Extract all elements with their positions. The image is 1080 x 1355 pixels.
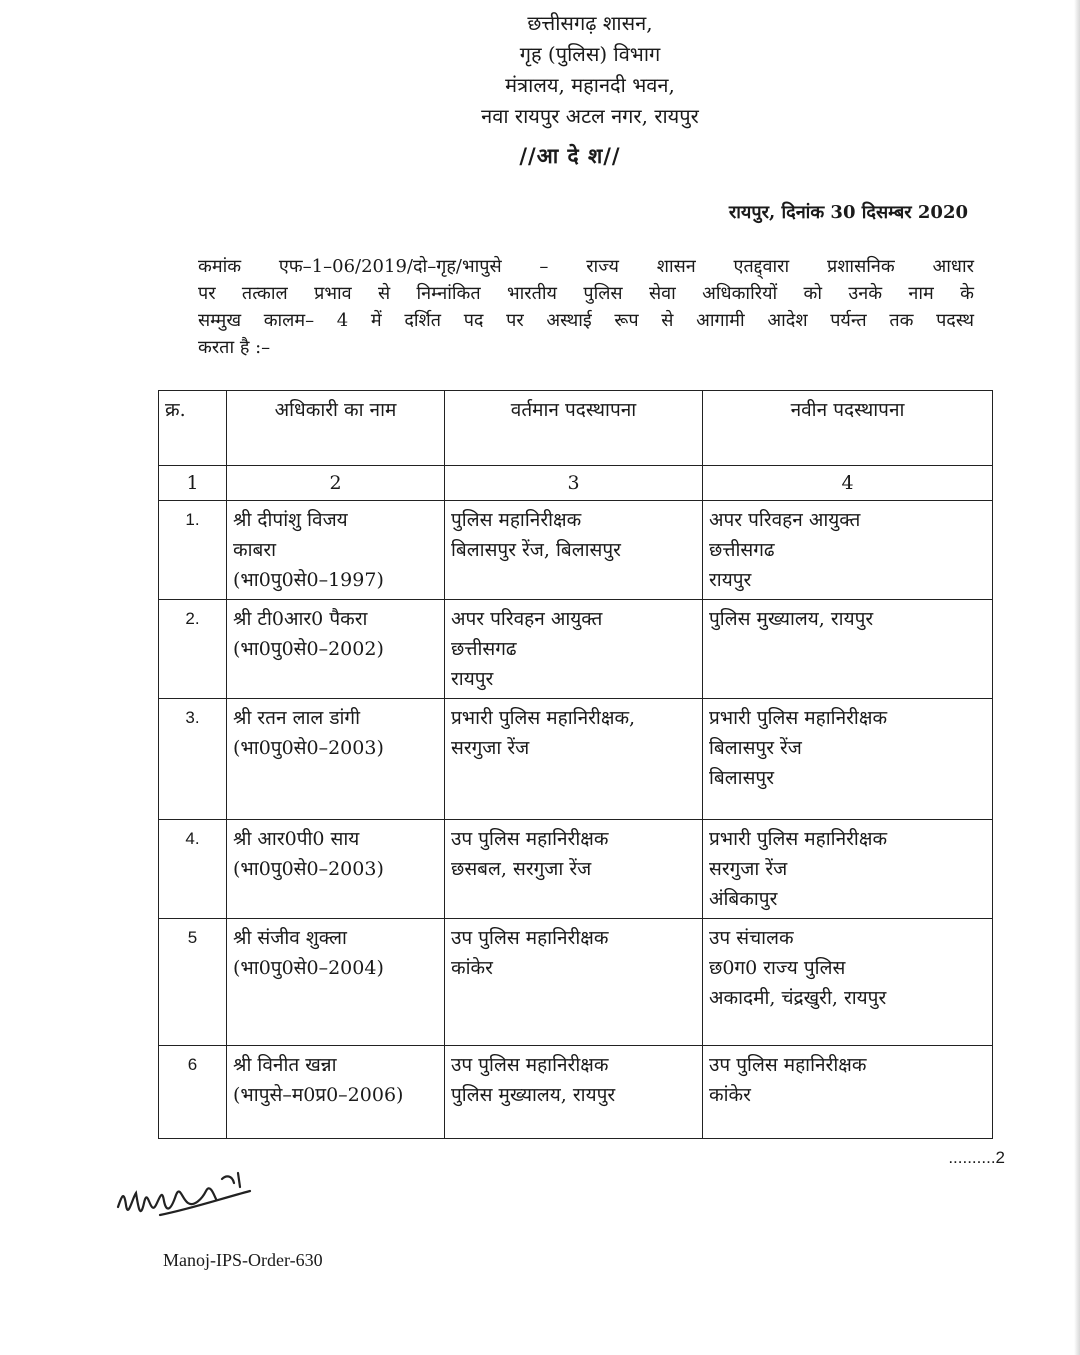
table-row	[159, 600, 993, 699]
cell-officer-name-line: (भा0पु0से0–1997)	[233, 569, 384, 591]
signature-scribble-icon	[110, 1155, 270, 1235]
cell-current-posting	[445, 820, 703, 919]
page-edge-shadow	[1074, 0, 1080, 1355]
cell-current-posting-line: कांकेर	[451, 957, 493, 979]
letterhead-line-ministry: मंत्रालय, महानदी भवन,	[505, 73, 675, 97]
letterhead-line-dept: गृह (पुलिस) विभाग	[519, 42, 661, 66]
letterhead-line-govt: छत्तीसगढ़ शासन,	[527, 11, 653, 35]
cell-officer-name-line: श्री रतन लाल डांगी	[233, 707, 361, 729]
cell-officer-name-line: (भा0पु0से0–2003)	[233, 737, 384, 759]
cell-current-posting	[445, 1046, 703, 1139]
cell-officer-name-line: श्री टी0आर0 पैकरा	[233, 608, 368, 630]
cell-officer-name-line: श्री विनीत खन्ना	[233, 1054, 337, 1076]
order-body-line: पर तत्काल प्रभाव से निम्नांकित भारतीय पुलिस सेवा अधिकारियों को उनके नाम के	[198, 283, 974, 304]
cell-current-posting-line: छसबल, सरगुजा रेंज	[451, 858, 592, 880]
header-new-posting: नवीन पदस्थापना	[703, 391, 993, 466]
cell-serial: 6	[159, 1046, 227, 1139]
transfer-table	[158, 390, 993, 1139]
cell-officer-name	[227, 501, 445, 600]
cell-new-posting-line: प्रभारी पुलिस महानिरीक्षक	[709, 828, 888, 850]
cell-new-posting	[703, 600, 993, 699]
cell-new-posting-line: अंबिकापुर	[709, 888, 778, 910]
cell-current-posting-line: प्रभारी पुलिस महानिरीक्षक,	[451, 707, 636, 729]
cell-new-posting-line: पुलिस मुख्यालय, रायपुर	[709, 608, 874, 630]
cell-current-posting	[445, 600, 703, 699]
column-number: 2	[227, 466, 445, 501]
cell-current-posting-line: उप पुलिस महानिरीक्षक	[451, 927, 609, 949]
header-officer-name: अधिकारी का नाम	[227, 391, 445, 466]
cell-new-posting-line: अकादमी, चंद्रखुरी, रायपुर	[709, 987, 887, 1009]
column-number-row	[159, 466, 993, 501]
cell-current-posting-line: सरगुजा रेंज	[451, 737, 530, 759]
order-body-line: सम्मुख कालम– 4 में दर्शित पद पर अस्थाई रूप से आगामी आदेश पर्यन्त तक पदस्थ	[198, 310, 974, 331]
cell-new-posting-line: रायपुर	[709, 569, 752, 591]
cell-current-posting	[445, 919, 703, 1046]
cell-officer-name	[227, 919, 445, 1046]
order-body	[198, 253, 974, 361]
cell-officer-name-line: श्री संजीव शुक्ला	[233, 927, 347, 949]
cell-current-posting-line: उप पुलिस महानिरीक्षक	[451, 1054, 609, 1076]
cell-new-posting	[703, 1046, 993, 1139]
cell-serial: 1.	[159, 501, 227, 600]
cell-new-posting-line: बिलासपुर रेंज	[709, 737, 802, 759]
order-body-line: कमांक एफ–1–06/2019/दो–गृह/भापुसे – राज्य शासन एतद्द्वारा प्रशासनिक आधार	[198, 256, 974, 277]
letterhead	[380, 8, 800, 132]
table-row	[159, 501, 993, 600]
cell-current-posting	[445, 699, 703, 820]
cell-new-posting-line: बिलासपुर	[709, 767, 774, 789]
cell-current-posting-line: पुलिस मुख्यालय, रायपुर	[451, 1084, 616, 1106]
cell-new-posting-line: कांकेर	[709, 1084, 751, 1106]
cell-officer-name	[227, 699, 445, 820]
cell-officer-name-line: (भा0पु0से0–2004)	[233, 957, 384, 979]
cell-new-posting-line: सरगुजा रेंज	[709, 858, 788, 880]
order-title: //आ दे श//	[519, 143, 621, 168]
cell-officer-name	[227, 600, 445, 699]
column-number: 3	[445, 466, 703, 501]
cell-officer-name-line: श्री आर0पी0 साय	[233, 828, 360, 850]
letterhead-line-city: नवा रायपुर अटल नगर, रायपुर	[481, 104, 699, 128]
table-row	[159, 1046, 993, 1139]
cell-new-posting	[703, 919, 993, 1046]
cell-current-posting	[445, 501, 703, 600]
cell-officer-name	[227, 820, 445, 919]
header-serial: क्र.	[159, 391, 227, 466]
cell-current-posting-line: पुलिस महानिरीक्षक	[451, 509, 582, 531]
table-row	[159, 919, 993, 1046]
cell-new-posting-line: छत्तीसगढ	[709, 539, 775, 561]
table-header-row	[159, 391, 993, 466]
cell-current-posting-line: अपर परिवहन आयुक्त	[451, 608, 603, 630]
column-number: 1	[159, 466, 227, 501]
cell-serial: 2.	[159, 600, 227, 699]
cell-officer-name-line: श्री दीपांशु विजय	[233, 509, 348, 531]
cell-current-posting-line: छत्तीसगढ	[451, 638, 517, 660]
cell-new-posting-line: अपर परिवहन आयुक्त	[709, 509, 861, 531]
cell-officer-name	[227, 1046, 445, 1139]
cell-serial: 5	[159, 919, 227, 1046]
cell-serial: 3.	[159, 699, 227, 820]
cell-officer-name-line: (भापुसे–म0प्र0–2006)	[233, 1084, 404, 1106]
cell-serial: 4.	[159, 820, 227, 919]
cell-new-posting-line: उप पुलिस महानिरीक्षक	[709, 1054, 867, 1076]
cell-new-posting-line: प्रभारी पुलिस महानिरीक्षक	[709, 707, 888, 729]
cell-new-posting-line: उप संचालक	[709, 927, 794, 949]
cell-officer-name-line: (भा0पु0से0–2002)	[233, 638, 384, 660]
cell-current-posting-line: उप पुलिस महानिरीक्षक	[451, 828, 609, 850]
table-row	[159, 699, 993, 820]
order-date: रायपुर, दिनांक 30 दिसम्बर 2020	[728, 202, 968, 223]
cell-new-posting	[703, 699, 993, 820]
cell-officer-name-line: काबरा	[233, 539, 277, 561]
cell-officer-name-line: (भा0पु0से0–2003)	[233, 858, 384, 880]
cell-new-posting	[703, 820, 993, 919]
next-page-marker: ..........2	[948, 1148, 1005, 1167]
column-number: 4	[703, 466, 993, 501]
cell-current-posting-line: रायपुर	[451, 668, 494, 690]
header-current-posting: वर्तमान पदस्थापना	[445, 391, 703, 466]
cell-new-posting-line: छ0ग0 राज्य पुलिस	[709, 957, 846, 979]
cell-new-posting	[703, 501, 993, 600]
order-body-line: करता है :–	[198, 337, 271, 358]
signature	[110, 1155, 270, 1235]
table-row	[159, 820, 993, 919]
footer-reference: Manoj-IPS-Order-630	[163, 1250, 323, 1270]
cell-current-posting-line: बिलासपुर रेंज, बिलासपुर	[451, 539, 621, 561]
